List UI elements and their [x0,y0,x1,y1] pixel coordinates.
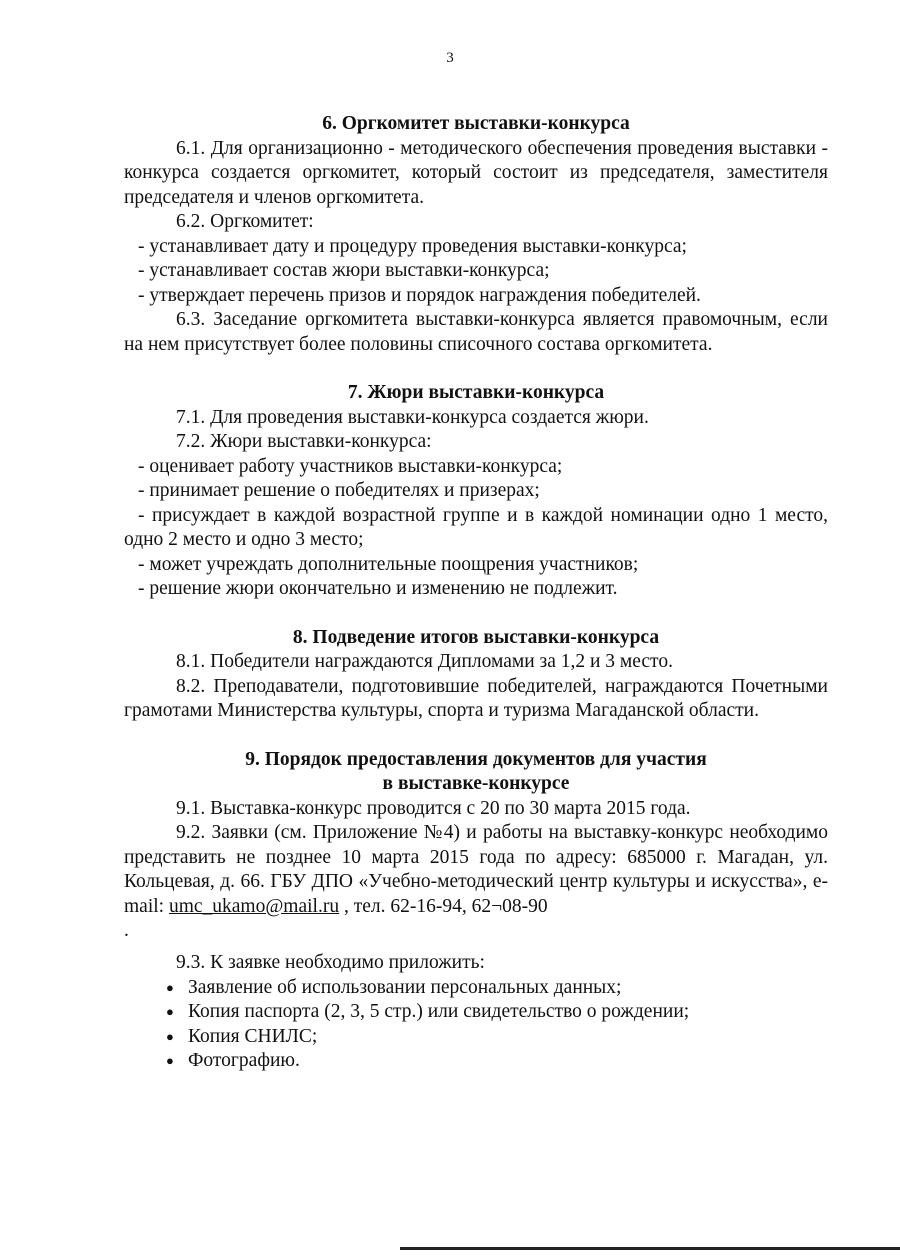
clause-8-1: 8.1. Победители награждаются Дипломами за 1,2 и 3 место. [176,651,673,672]
clause-6-2: 6.2. Оргкомитет: [176,211,314,232]
clause-6-3: 6.3. Заседание оргкомитета выставки-конкурса является правомочным, если на нем присутствует более половины списочного состава оргкомитета. [124,309,828,355]
scan-edge-line [400,1247,900,1250]
section-9-heading-line-2: в выставке-конкурсе [382,773,570,794]
clause-7-1: 7.1. Для проведения выставки-конкурса создается жюри. [176,406,649,428]
list-item: ● Копия паспорта (2, 3, 5 стр.) или свидетельство о рождении; [124,1000,828,1025]
clause-9-3: 9.3. К заявке необходимо приложить: [176,952,485,973]
clause-9-2-text: 9.2. Заявки (см. Приложение №4) и работы на выставку-конкурс необходимо представить не позднее 10 марта 2015 года по адресу: 685000 г. Магадан, ул. Кольцевая, д. 66. ГБУ ДПО «Учебно-методический центр культуры и искусства», e-mail: [124,822,828,917]
section-7-heading: 7. Жюри выставки-конкурса [347,382,605,403]
list-item: - утверждает перечень призов и порядок награждения победителей. [138,284,701,306]
section-8-heading: 8. Подведение итогов выставки-конкурса [292,626,660,648]
clause-7-2: 7.2. Жюри выставки-конкурса: [176,431,432,452]
clause-8-2: 8.2. Преподаватели, подготовившие победителей, награждаются Почетными грамотами Министерства культуры, спорта и туризма Магаданской области. [124,675,828,721]
list-item: - устанавливает состав жюри выставки-конкурса; [138,260,550,281]
clause-9-2-phone: , тел. 62-16-94, 62¬08-90 [339,895,548,917]
section-9-heading-line-1: 9. Порядок предоставления документов для участия [245,748,707,770]
clause-9-1: 9.1. Выставка-конкурс проводится с 20 по 30 марта 2015 года. [176,797,691,819]
section-8 [124,626,828,724]
list-item: ● Фотографию. [124,1049,828,1074]
list-item: ● Копия СНИЛС; [124,1025,828,1050]
page-number: 3 [446,50,454,66]
list-item: - решение жюри окончательно и изменению не подлежит. [138,578,618,599]
list-item: - оценивает работу участников выставки-конкурса; [138,455,563,477]
list-item: - может учреждать дополнительные поощрения участников; [138,553,639,575]
section-6 [124,112,828,357]
document-body [124,112,828,1098]
attachments-list [124,976,828,1074]
list-item: - присуждает в каждой возрастной группе и в каждой номинации одно 1 место, одно 2 место и одно 3 место; [124,504,828,550]
clause-9-2 [124,821,828,919]
list-item: - устанавливает дату и процедуру проведения выставки-конкурса; [138,235,687,257]
list-item: - принимает решение о победителях и призерах; [138,480,540,501]
list-item: ● Заявление об использовании персональных данных; [124,976,828,1001]
stray-mark: . [124,920,129,941]
section-9 [124,748,828,1074]
section-7 [124,381,828,602]
clause-6-1: 6.1. Для организационно - методического обеспечения проведения выставки - конкурса создается оргкомитет, который состоит из председателя, заместителя председателя и членов оргкомитета. [124,137,828,208]
section-6-heading: 6. Оргкомитет выставки-конкурса [322,113,630,134]
email-link[interactable]: umc_ukamo@mail.ru [168,895,340,917]
